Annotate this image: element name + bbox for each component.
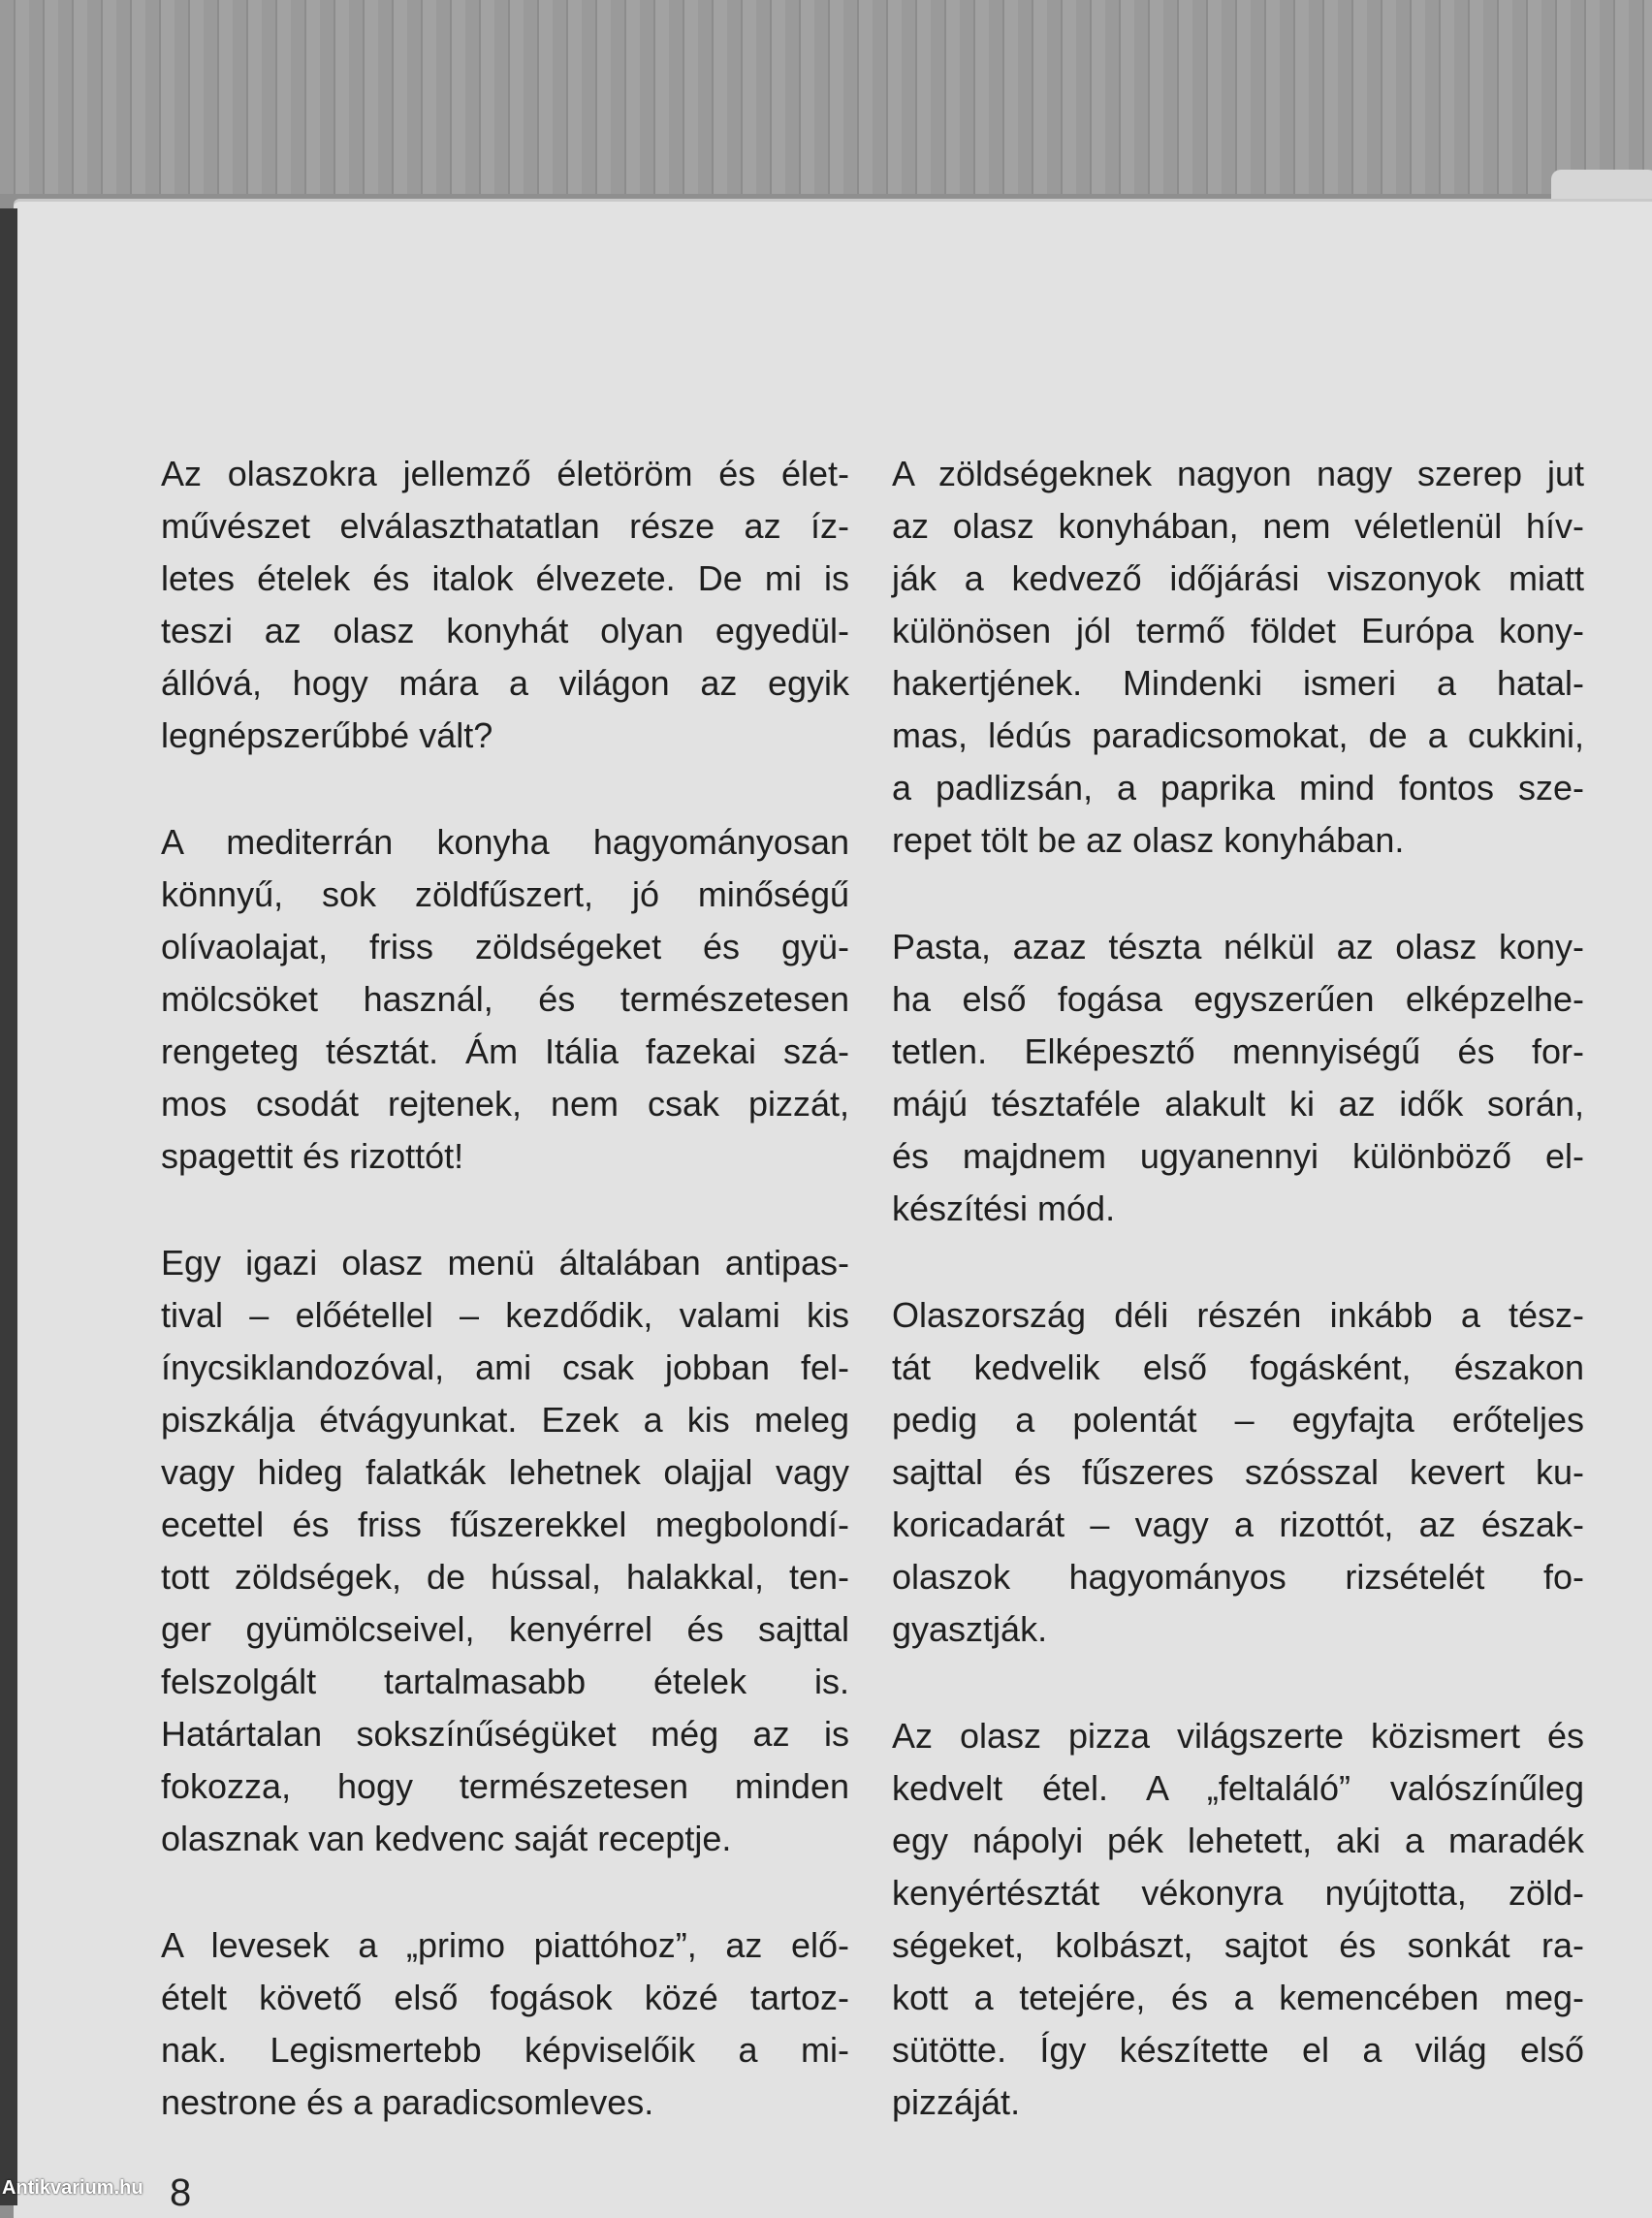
text-line: kenyértésztát vékonyra nyújtotta, zöld-	[892, 1873, 1584, 1913]
text-line: koricadarát – vagy a rizottót, az észak-	[892, 1505, 1584, 1544]
text-line: állóvá, hogy mára a világon az egyik	[161, 663, 849, 703]
text-line: hakertjének. Mindenki ismeri a hatal-	[892, 663, 1584, 703]
text-line: Egy igazi olasz menü általában antipas-	[161, 1243, 849, 1283]
text-line: A mediterrán konyha hagyományosan	[161, 822, 849, 862]
text-line: vagy hideg falatkák lehetnek olajjal vagy	[161, 1452, 849, 1492]
text-line: teszi az olasz konyhát olyan egyedül-	[161, 611, 849, 650]
text-line: ínycsiklandozóval, ami csak jobban fel-	[161, 1347, 849, 1387]
text-line: ételt követő első fogások közé tartoz-	[161, 1978, 849, 2017]
text-line: művészet elválaszthatatlan része az íz-	[161, 506, 849, 546]
text-line: májú tésztaféle alakult ki az idők során,	[892, 1084, 1584, 1124]
text-line: mas, lédús paradicsomokat, de a cukkini,	[892, 715, 1584, 755]
text-line: spagettit és rizottót!	[161, 1136, 464, 1176]
text-line: tott zöldségek, de hússal, halakkal, ten-	[161, 1557, 849, 1597]
text-line: Határtalan sokszínűségüket még az is	[161, 1714, 849, 1754]
watermark: Antikvarium.hu	[2, 2177, 143, 2199]
text-line: olívaolajat, friss zöldségeket és gyü-	[161, 927, 849, 966]
text-line: letes ételek és italok élvezete. De mi is	[161, 558, 849, 598]
text-line: fokozza, hogy természetesen minden	[161, 1766, 849, 1806]
text-line: A levesek a „primo piattóhoz”, az elő-	[161, 1925, 849, 1965]
text-line: nestrone és a paradicsomleves.	[161, 2082, 654, 2122]
paragraph	[892, 448, 1584, 867]
book-spine	[0, 208, 17, 2205]
text-line: egy nápolyi pék lehetett, aki a maradék	[892, 1821, 1584, 1860]
text-line: ségeket, kolbászt, sajtot és sonkát ra-	[892, 1925, 1584, 1965]
paragraph	[892, 921, 1584, 1235]
text-line: pedig a polentát – egyfajta erőteljes	[892, 1400, 1584, 1440]
text-line: ják a kedvező időjárási viszonyok miatt	[892, 558, 1584, 598]
text-line: A zöldségeknek nagyon nagy szerep jut	[892, 454, 1584, 493]
paragraph	[161, 448, 849, 762]
text-line: piszkálja étvágyunkat. Ezek a kis meleg	[161, 1400, 849, 1440]
text-line: Pasta, azaz tészta nélkül az olasz kony-	[892, 927, 1584, 966]
text-line: és majdnem ugyanennyi különböző el-	[892, 1136, 1584, 1176]
text-line: nak. Legismertebb képviselőik a mi-	[161, 2030, 849, 2070]
text-line: olasznak van kedvenc saját receptje.	[161, 1819, 732, 1858]
text-line: sütötte. Így készítette el a világ első	[892, 2030, 1584, 2070]
paragraph	[892, 1710, 1584, 2129]
text-line: Az olaszokra jellemző életöröm és élet-	[161, 454, 849, 493]
text-line: mölcsöket használ, és természetesen	[161, 979, 849, 1019]
text-line: rengeteg tésztát. Ám Itália fazekai szá-	[161, 1031, 849, 1071]
page-number: 8	[170, 2171, 192, 2214]
text-line: sajttal és fűszeres szósszal kevert ku-	[892, 1452, 1584, 1492]
text-line: mos csodát rejtenek, nem csak pizzát,	[161, 1084, 849, 1124]
paragraph	[161, 816, 849, 1183]
text-line: pizzáját.	[892, 2082, 1021, 2122]
text-line: ecettel és friss fűszerekkel megbolondí-	[161, 1505, 849, 1544]
text-line: ha első fogása egyszerűen elképzelhe-	[892, 979, 1584, 1019]
background-wall	[0, 0, 1652, 194]
left-column	[161, 448, 849, 2183]
text-line: repet tölt be az olasz konyhában.	[892, 820, 1405, 860]
right-column	[892, 448, 1584, 2183]
text-line: kedvelt étel. A „feltaláló” valószínűleg	[892, 1768, 1584, 1808]
text-line: különösen jól termő földet Európa kony-	[892, 611, 1584, 650]
text-line: az olasz konyhában, nem véletlenül hív-	[892, 506, 1584, 546]
paragraph	[161, 1919, 849, 2129]
text-line: kott a tetejére, és a kemencében meg-	[892, 1978, 1584, 2017]
text-line: felszolgált tartalmasabb ételek is.	[161, 1662, 849, 1701]
text-line: tetlen. Elképesztő mennyiségű és for-	[892, 1031, 1584, 1071]
text-line: a padlizsán, a paprika mind fontos sze-	[892, 768, 1584, 808]
text-line: Olaszország déli részén inkább a tész-	[892, 1295, 1584, 1335]
text-line: gyasztják.	[892, 1609, 1048, 1649]
text-line: legnépszerűbbé vált?	[161, 715, 493, 755]
paragraph	[892, 1289, 1584, 1656]
text-line: ger gyümölcseivel, kenyérrel és sajttal	[161, 1609, 849, 1649]
paragraph	[161, 1237, 849, 1865]
text-line: tát kedvelik első fogásként, északon	[892, 1347, 1584, 1387]
text-line: készítési mód.	[892, 1188, 1116, 1228]
text-line: olaszok hagyományos rizsételét fo-	[892, 1557, 1584, 1597]
text-line: tival – előétellel – kezdődik, valami kis	[161, 1295, 849, 1335]
text-line: könnyű, sok zöldfűszert, jó minőségű	[161, 874, 849, 914]
text-line: Az olasz pizza világszerte közismert és	[892, 1716, 1584, 1756]
